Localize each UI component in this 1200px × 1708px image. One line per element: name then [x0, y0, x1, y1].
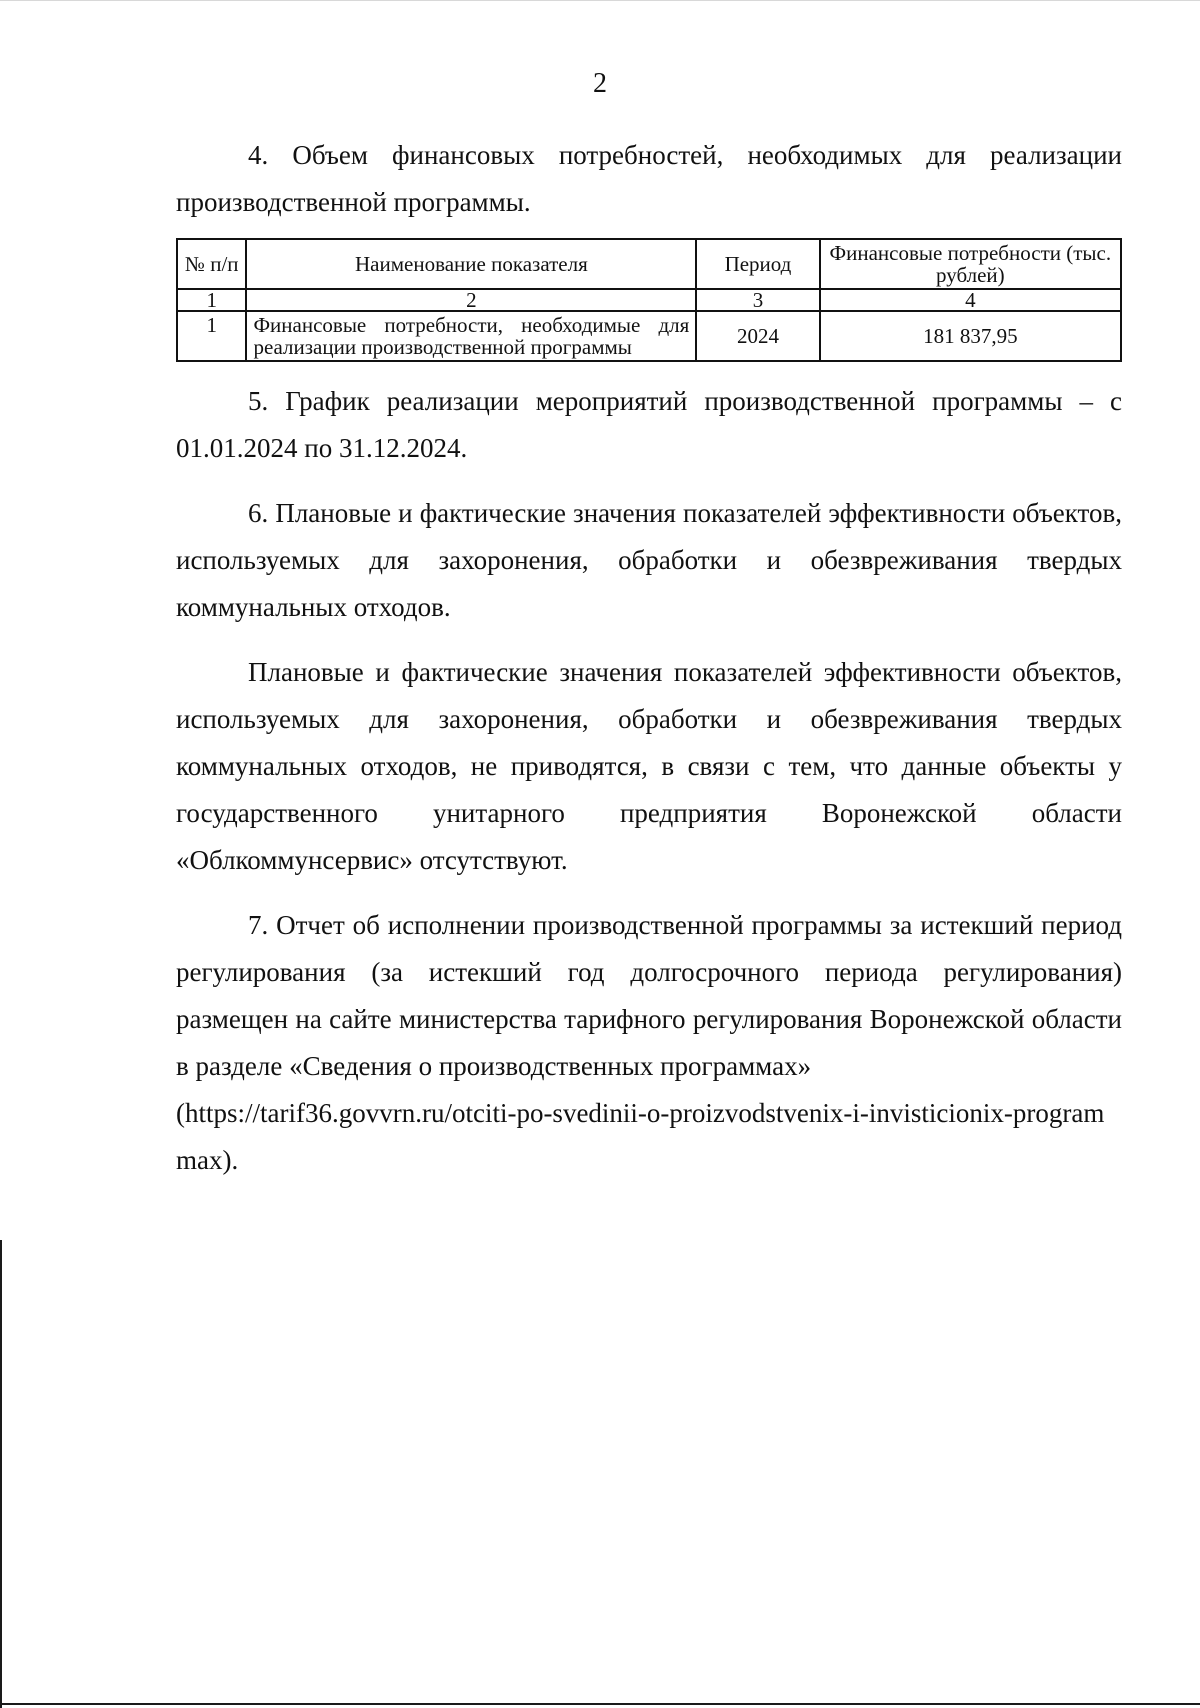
- column-number-cell: 3: [696, 289, 819, 311]
- column-number-cell: 1: [177, 289, 246, 311]
- page-number: 2: [593, 68, 607, 99]
- header-cell-number: № п/п: [177, 239, 246, 289]
- row-indicator-cell: Финансовые потребности, необходимые для реализации производственной программы: [246, 311, 696, 361]
- header-cell-financial-needs: Финансовые потребности (тыс. рублей): [820, 239, 1121, 289]
- document-body: [176, 132, 1122, 1184]
- page-left-edge: [0, 1240, 2, 1708]
- section-6-heading: 6. Плановые и фактические значения показателей эффективности объектов, используемых для захоронения, обработки и обезвреживания твердых коммунальных отходов.: [176, 498, 1122, 622]
- row-number-cell: 1: [177, 311, 246, 361]
- table-row: [177, 311, 1121, 361]
- row-period-cell: 2024: [696, 311, 819, 361]
- column-number-cell: 4: [820, 289, 1121, 311]
- section-7-link: (https://tarif36.govvrn.ru/otciti-po-svedinii-o-proizvodstvenix-i-invisticionix-programmax).: [176, 1098, 1105, 1175]
- page-bottom-edge: [0, 1703, 1200, 1705]
- table-header-row: [177, 239, 1121, 289]
- page-top-edge: [0, 0, 1200, 1]
- section-7-text: 7. Отчет об исполнении производственной программы за истекший период регулирования (за истекший год долгосрочного периода регулирования) размещен на сайте министерства тарифного регулирования Воронежской области в разделе «Сведения о производственных программах»: [176, 910, 1122, 1081]
- header-cell-indicator: Наименование показателя: [246, 239, 696, 289]
- financial-needs-table: [176, 238, 1122, 362]
- section-4-text: 4. Объем финансовых потребностей, необходимых для реализации производственной программы.: [176, 140, 1122, 217]
- header-cell-period: Период: [696, 239, 819, 289]
- section-6-body: Плановые и фактические значения показателей эффективности объектов, используемых для захоронения, обработки и обезвреживания твердых коммунальных отходов, не приводятся, в связи с тем, что данные объекты у государственного унитарного предприятия Воронежской области «Облкоммунсервис» отсутствуют.: [176, 657, 1122, 875]
- section-5-text: 5. График реализации мероприятий производственной программы – с 01.01.2024 по 31.12.2024.: [176, 386, 1122, 463]
- row-amount-cell: 181 837,95: [820, 311, 1121, 361]
- table-column-numbers-row: [177, 289, 1121, 311]
- column-number-cell: 2: [246, 289, 696, 311]
